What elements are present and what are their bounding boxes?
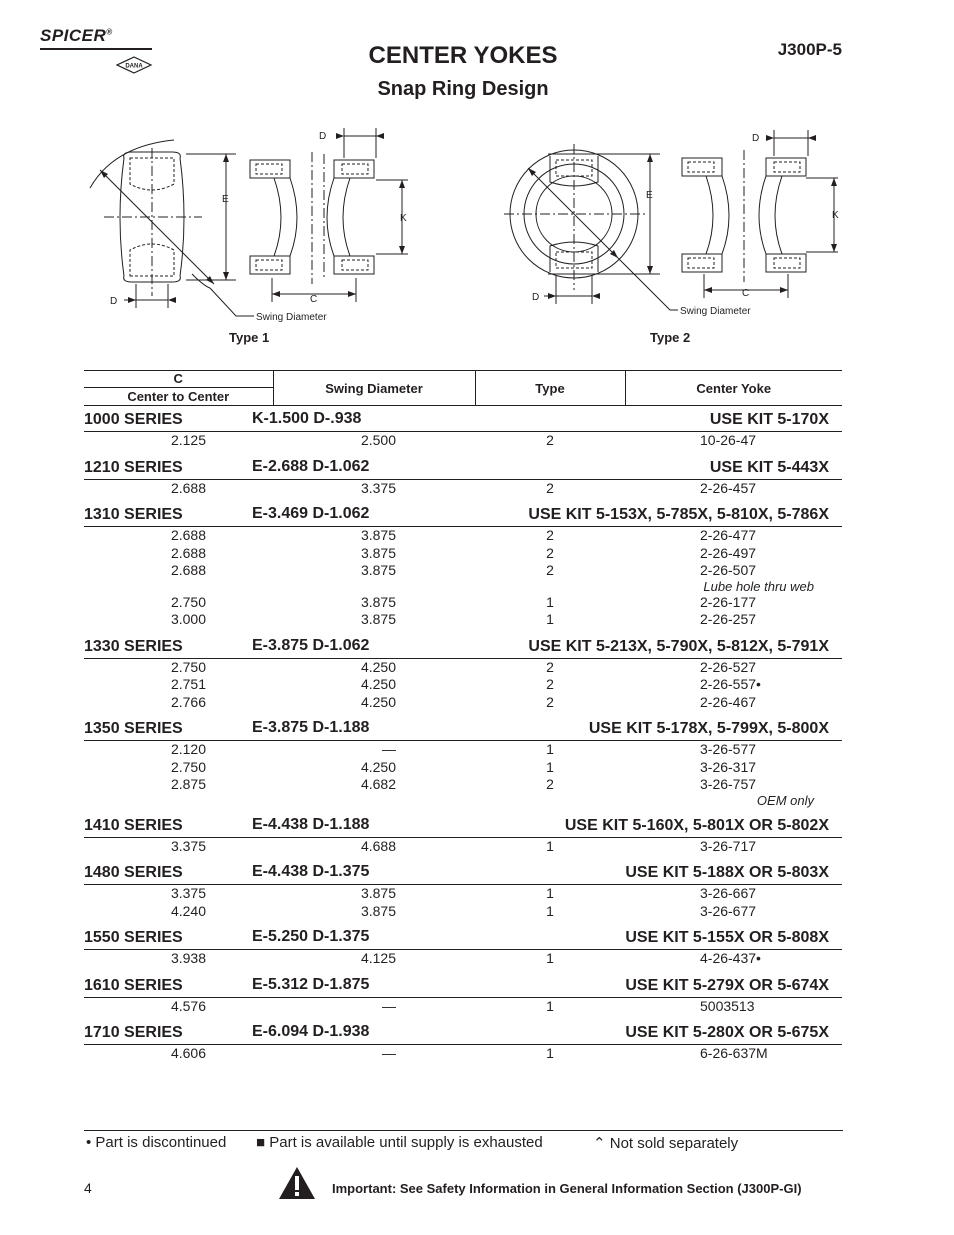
type1-d-top-label: D [319,131,327,142]
series-spec: E-3.469 D-1.062 [252,505,370,522]
swing-diameter-value: — [382,741,396,757]
table-row [84,837,842,855]
table-row [84,479,842,497]
table-row [84,950,842,968]
type1-diagram [84,124,407,324]
swing-diameter-value: 3.875 [360,885,396,901]
type2-d-top-label: D [752,133,760,144]
type-value: 1 [546,1045,554,1061]
series-spec-cell [252,972,475,998]
type-value: 2 [546,676,554,692]
center-yoke-part-number: 2-26-527 [700,658,757,675]
table-row [84,676,842,694]
series-row [84,1019,842,1045]
center-yoke-part-number: 3-26-317 [700,758,757,775]
legend-discontinued: • Part is discontinued [86,1134,227,1151]
center-yoke-part-number: 2-26-507 [700,562,757,578]
center-to-center-value: 4.240 [170,902,206,919]
type2-e-label: E [646,190,653,201]
center-to-center-value: 2.750 [170,758,206,775]
safety-notice: Important: See Safety Information in General Information Section (J300P-GI) [332,1181,802,1196]
series-kit: USE KIT 5-178X, 5-799X, 5-800X [475,715,842,741]
series-name: 1350 SERIES [84,715,273,741]
series-spec-cell [252,454,475,480]
series-spec-cell [252,501,475,527]
legend-rule [84,1130,843,1131]
series-spec-cell [252,1019,475,1045]
note-row [84,794,842,808]
type-value: 1 [546,902,554,919]
table-row [84,885,842,903]
type2-swing-label: Swing Diameter [680,306,751,317]
center-to-center-value: 2.751 [170,676,206,692]
table-row [84,562,842,580]
type-value: 1 [546,997,554,1014]
center-yoke-part-number: 2-26-497 [700,544,757,561]
type-value: 2 [546,776,554,792]
header-center-yoke: Center Yoke [625,371,842,406]
type2-c-label: C [742,288,750,299]
type-value: 1 [546,758,554,775]
series-spec: E-5.250 D-1.375 [252,928,370,945]
type-value: 2 [546,658,554,675]
table-row [84,997,842,1015]
center-to-center-value: 2.688 [170,544,206,561]
registered-mark: ® [106,27,113,37]
table-row [84,545,842,563]
swing-diameter-value: 3.375 [360,479,396,496]
table-row [84,611,842,629]
center-to-center-value: 2.125 [170,432,206,448]
type-value: 2 [546,562,554,578]
type-value: 1 [546,741,554,757]
series-kit: USE KIT 5-443X [475,454,842,480]
type-value: 1 [546,885,554,901]
header-center-to-center: Center to Center [84,388,273,406]
series-kit: USE KIT 5-155X OR 5-808X [475,924,842,950]
series-spec: E-4.438 D-1.375 [252,863,370,880]
table-row [84,903,842,921]
series-name: 1210 SERIES [84,454,273,480]
series-name: 1610 SERIES [84,972,273,998]
series-row [84,924,842,950]
swing-diameter-value: 3.875 [360,902,396,919]
table-row [84,594,842,612]
center-yoke-part-number: 4-26-437• [700,950,761,966]
center-to-center-value: 4.606 [170,1045,206,1061]
series-spec-cell [252,924,475,950]
center-yoke-part-number: 2-26-457 [700,479,757,496]
swing-diameter-value: 4.250 [360,676,396,692]
swing-diameter-value: 3.875 [360,527,396,543]
table-body [84,406,842,1067]
page-number: 4 [84,1180,92,1196]
swing-diameter-value: 4.682 [360,776,396,792]
center-to-center-value: 3.375 [170,837,206,854]
page-title: CENTER YOKES [368,42,558,69]
table-row [84,694,842,712]
type1-d-bottom-label: D [110,296,118,307]
center-yoke-part-number: 3-26-677 [700,902,757,919]
center-to-center-value: 2.688 [170,479,206,496]
series-spec: K-1.500 D-.938 [252,410,362,427]
table-row [84,741,842,759]
center-to-center-value: 3.938 [170,950,206,966]
center-yoke-part-number: 6-26-637M [700,1045,768,1061]
header-type: Type [475,371,625,406]
series-name: 1330 SERIES [84,633,273,659]
legend-limited-supply: ■ Part is available until supply is exhausted [256,1134,543,1151]
warning-icon [278,1166,316,1200]
group-spacer [84,1063,842,1067]
swing-diameter-value: 3.875 [360,562,396,578]
center-to-center-value: 3.375 [170,885,206,901]
center-yoke-part-number: 3-26-577 [700,741,757,757]
series-row [84,972,842,998]
series-kit: USE KIT 5-213X, 5-790X, 5-812X, 5-791X [475,633,842,659]
header-swing-diameter: Swing Diameter [273,371,475,406]
series-kit: USE KIT 5-160X, 5-801X OR 5-802X [475,812,842,838]
series-spec: E-3.875 D-1.188 [252,719,370,736]
type1-caption: Type 1 [229,330,270,345]
type2-caption: Type 2 [650,330,691,345]
center-yoke-part-number: 3-26-757 [700,776,757,792]
note-row [84,580,842,594]
table-row [84,759,842,777]
center-yoke-part-number: 2-26-177 [700,593,757,610]
series-spec-cell [252,406,475,432]
swing-diameter-value: 4.688 [360,837,396,854]
page-subtitle: Snap Ring Design [377,78,549,100]
series-row [84,715,842,741]
center-to-center-value: 2.875 [170,776,206,792]
swing-diameter-value: 4.250 [360,693,396,710]
part-note: Lube hole thru web [703,578,814,594]
type-value: 1 [546,950,554,966]
dana-text: DANA [125,63,143,70]
swing-diameter-value: 2.500 [360,432,396,448]
type-value: 1 [546,611,554,627]
center-yoke-part-number: 2-26-467 [700,693,757,710]
document-number: J300P-5 [777,40,842,59]
swing-diameter-value: 4.250 [360,758,396,775]
swing-diameter-value: 3.875 [360,611,396,627]
series-name: 1550 SERIES [84,924,273,950]
swing-diameter-value: — [382,997,396,1014]
center-yokes-table [84,370,842,1067]
series-kit: USE KIT 5-279X OR 5-674X [475,972,842,998]
table-row [84,776,842,794]
swing-diameter-value: — [382,1045,396,1061]
center-yoke-part-number: 2-26-257 [700,611,757,627]
center-to-center-value: 2.750 [170,593,206,610]
center-yoke-part-number: 10-26-47 [700,432,757,448]
center-to-center-value: 2.766 [170,693,206,710]
swing-diameter-value: 4.250 [360,658,396,675]
series-kit: USE KIT 5-153X, 5-785X, 5-810X, 5-786X [475,501,842,527]
series-spec-cell [252,715,475,741]
center-to-center-value: 2.120 [170,741,206,757]
type-value: 2 [546,544,554,561]
type-value: 2 [546,479,554,496]
series-row [84,859,842,885]
brand-name: SPICER [40,26,107,45]
series-name: 1410 SERIES [84,812,273,838]
series-name: 1480 SERIES [84,859,273,885]
series-name: 1310 SERIES [84,501,273,527]
part-note: OEM only [756,792,814,808]
spacer-cell [84,1063,842,1067]
type1-k-label: K [400,213,407,224]
center-to-center-value: 2.688 [170,527,206,543]
series-row [84,812,842,838]
swing-diameter-value: 3.875 [360,544,396,561]
type-value: 2 [546,693,554,710]
center-yoke-part-number: 2-26-477 [700,527,757,543]
type-value: 2 [546,527,554,543]
center-to-center-value: 4.576 [170,997,206,1014]
type1-e-label: E [222,194,229,205]
series-spec: E-4.438 D-1.188 [252,815,370,833]
type-value: 1 [546,593,554,610]
table-row [84,658,842,676]
series-spec: E-5.312 D-1.875 [252,975,370,993]
series-kit: USE KIT 5-188X OR 5-803X [475,859,842,885]
type-value: 1 [546,837,554,854]
series-spec: E-2.688 D-1.062 [252,457,370,475]
center-to-center-value: 2.688 [170,562,206,578]
series-name: 1710 SERIES [84,1019,273,1045]
swing-diameter-value: 4.125 [360,950,396,966]
series-name: 1000 SERIES [84,406,273,432]
table-row [84,432,842,450]
series-row [84,406,842,432]
table-row [84,1045,842,1063]
series-spec: E-6.094 D-1.938 [252,1023,370,1040]
center-to-center-value: 3.000 [170,611,206,627]
series-spec-cell [252,812,475,838]
type2-d-bottom-label: D [532,292,540,303]
type2-k-label: K [832,210,839,221]
header-c-letter: C [84,371,273,388]
series-row [84,501,842,527]
table-row [84,527,842,545]
series-spec-cell [252,633,475,659]
swing-diameter-value: 3.875 [360,593,396,610]
type2-diagram [504,124,844,324]
series-kit: USE KIT 5-170X [475,406,842,432]
series-spec-cell [252,859,475,885]
series-spec: E-3.875 D-1.062 [252,636,370,654]
series-row [84,633,842,659]
center-yoke-part-number: 2-26-557• [700,676,761,692]
center-yoke-part-number: 3-26-717 [700,837,757,854]
type-value: 2 [546,432,554,448]
type1-swing-label: Swing Diameter [256,312,327,323]
center-to-center-value: 2.750 [170,658,206,675]
legend-not-sold-separately: ⌃ Not sold separately [593,1135,739,1152]
center-yoke-part-number: 3-26-667 [700,885,757,901]
type1-c-label: C [310,294,318,305]
series-kit: USE KIT 5-280X OR 5-675X [475,1019,842,1045]
center-yoke-part-number: 5003513 [700,997,755,1014]
series-row [84,454,842,480]
